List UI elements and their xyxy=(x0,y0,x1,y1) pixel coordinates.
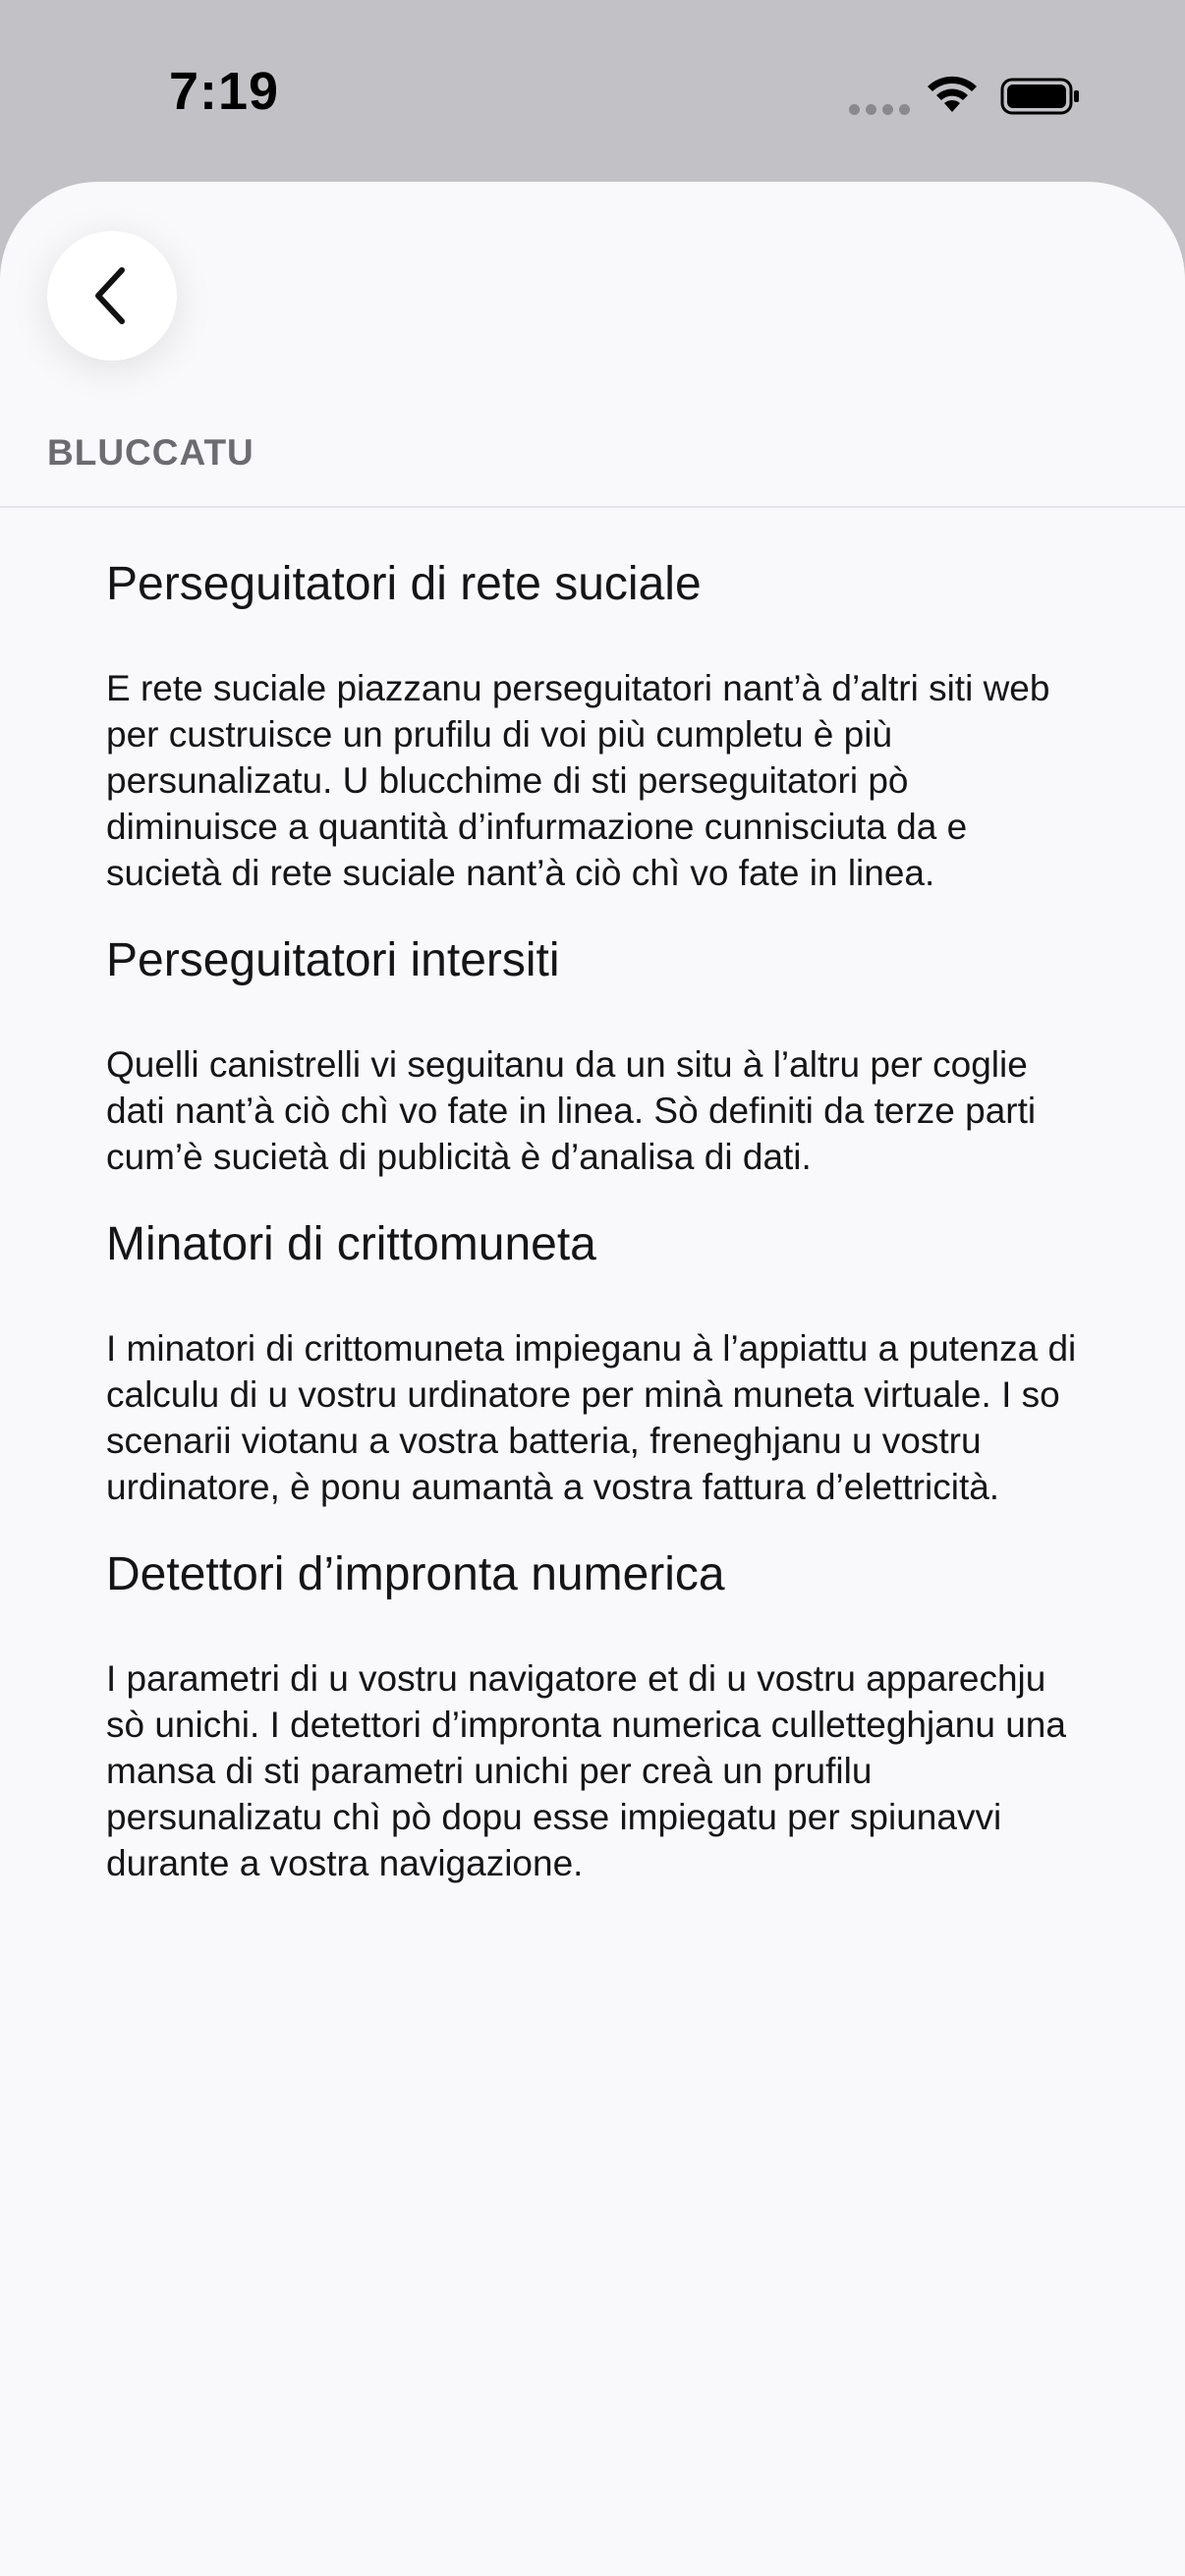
tracker-item-title: Perseguitatori intersiti xyxy=(106,934,560,986)
divider xyxy=(0,506,1185,508)
tracker-item-fingerprinters xyxy=(106,1545,1089,1886)
tracker-item-description: I minatori di crittomuneta impieganu à l’appiattu a putenza di calculu di u vostru urdinatore per minà muneta virtuale. I so scenarii viotanu a vostra batteria, freneghjanu u vostru urdinatore, è ponu aumantà a vostra fattura d’elettricità. xyxy=(106,1328,1077,1507)
cellular-signal-icon xyxy=(849,104,910,115)
tracker-item-description: E rete suciale piazzanu perseguitatori nant’à d’altri siti web per custruisce un prufilu di voi più cumpletu è più persunalizatu. U blucchime di sti perseguitatori pò diminuisce a quantità d’infurmazione cunnisciuta da e sucietà di rete suciale nant’à ciò chì vo fate in linea. xyxy=(106,668,1050,893)
blocked-trackers-sheet xyxy=(0,182,1185,2576)
status-time: 7:19 xyxy=(169,62,280,121)
back-button[interactable] xyxy=(47,231,177,361)
battery-icon xyxy=(1000,77,1081,116)
chevron-left-icon xyxy=(88,264,136,327)
status-bar xyxy=(0,0,1185,182)
tracker-item-description: I parametri di u vostru navigatore et di u vostru apparechju sò unichi. I detettori d’impronta numerica culletteghjanu una mansa di sti parametri unichi per creà un prufilu persunalizatu chì pò dopu esse impiegatu per spiunavvi durante a vostra navigazione. xyxy=(106,1658,1066,1883)
tracker-item-cryptominers xyxy=(106,1215,1089,1510)
tracker-item-title: Detettori d’impronta numerica xyxy=(106,1548,725,1600)
section-header: BLUCCATU xyxy=(47,432,254,473)
wifi-icon xyxy=(924,73,981,116)
tracker-item-social xyxy=(106,555,1089,896)
tracker-item-description: Quelli canistrelli vi seguitanu da un situ à l’altru per coglie dati nant’à ciò chì vo fate in linea. Sò definiti da terze parti cum’è sucietà di publicità è d’analisa di dati. xyxy=(106,1044,1037,1177)
tracker-item-title: Perseguitatori di rete suciale xyxy=(106,558,702,610)
tracker-list xyxy=(106,555,1089,1922)
tracker-item-cross-site xyxy=(106,931,1089,1180)
tracker-item-title: Minatori di crittomuneta xyxy=(106,1218,596,1270)
